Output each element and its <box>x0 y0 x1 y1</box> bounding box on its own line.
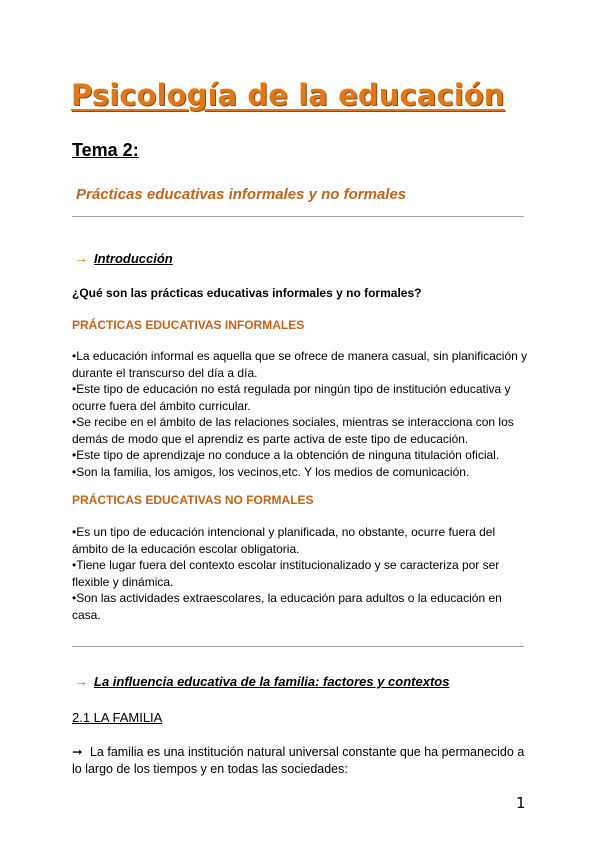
document-title: Psicología de la educación <box>71 78 505 112</box>
informales-heading: PRÁCTICAS EDUCATIVAS INFORMALES <box>72 318 305 332</box>
list-item: •Son la familia, los amigos, los vecinos,etc. Y los medios de comunicación. <box>72 464 470 479</box>
topic-subtitle: Prácticas educativas informales y no formales <box>76 186 407 203</box>
list-item: •Es un tipo de educación intencional y planificada, no obstante, ocurre fuera del ámbito de la educación escolar obligatoria. <box>72 525 496 556</box>
arrow-right-icon: → <box>74 673 88 689</box>
arrow-icon: ➞ <box>72 745 83 759</box>
page-number: 1 <box>516 794 526 812</box>
informales-list <box>72 348 532 480</box>
list-item: •Se recibe en el ámbito de las relaciones sociales, mientras se interacciona con los demás de modo que el aprendiz es parte activa de este tipo de educación. <box>72 415 514 446</box>
question-text: ¿Qué son las prácticas educativas informales y no formales? <box>72 286 422 300</box>
list-item: •La educación informal es aquella que se ofrece de manera casual, sin planificación y durante el transcurso del día a día. <box>72 349 528 380</box>
topic-label: Tema 2: <box>72 140 139 160</box>
arrow-right-icon: → <box>74 250 88 266</box>
no-formales-list <box>72 524 532 623</box>
divider <box>72 646 524 647</box>
list-item: •Este tipo de educación no está regulada por ningún tipo de institución educativa y ocurre fuera del ámbito curricular. <box>72 382 511 413</box>
list-item: •Tiene lugar fuera del contexto escolar institucionalizado y se caracteriza por ser flexible y dinámica. <box>72 558 500 589</box>
paragraph-text: La familia es una institución natural universal constante que ha permanecido a lo largo de los tiempos y en todas las sociedades: <box>72 745 525 776</box>
subsection-heading: 2.1 LA FAMILIA <box>72 710 163 725</box>
list-item: •Son las actividades extraescolares, la educación para adultos o la educación en casa. <box>72 591 502 622</box>
paragraph <box>72 744 532 778</box>
section-heading-text: La influencia educativa de la familia: factores y contextos <box>94 674 450 689</box>
no-formales-heading: PRÁCTICAS EDUCATIVAS NO FORMALES <box>72 493 314 507</box>
section-heading-familia <box>74 673 449 689</box>
section-heading-introduccion <box>74 250 173 266</box>
list-item: •Este tipo de aprendizaje no conduce a la obtención de ninguna titulación oficial. <box>72 448 500 462</box>
divider <box>72 216 524 217</box>
section-heading-text: Introducción <box>94 251 173 266</box>
